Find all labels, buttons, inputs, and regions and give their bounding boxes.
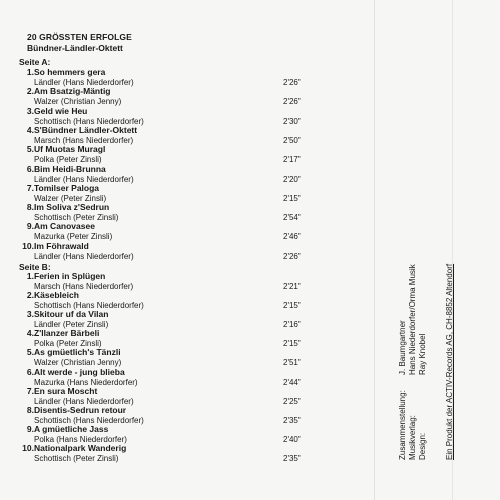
- credit-value: Hans Niederdorfer/Orma Musik: [408, 264, 417, 375]
- track-number: 5.: [26, 347, 34, 358]
- track-genre-composer: Polka (Hans Niederdorfer): [34, 434, 127, 444]
- track-genre-composer: Schottisch (Peter Zinsli): [34, 453, 119, 463]
- track-title: Uf Muotas Muragl: [34, 144, 106, 155]
- track-title: A gmüetliche Jass: [34, 423, 109, 434]
- track-duration: 2'46": [283, 232, 301, 242]
- track-number: 6.: [26, 366, 34, 377]
- track-genre-composer: Marsch (Hans Niederdorfer): [34, 282, 134, 291]
- track-row: [19, 241, 309, 263]
- track-genre-composer: Ländler (Hans Niederdorfer): [34, 396, 134, 406]
- track-genre-composer: Ländler (Hans Niederdorfer): [34, 174, 134, 184]
- track-duration: 2'16": [283, 320, 301, 330]
- track-title: Alt werde - jung blieba: [34, 366, 125, 377]
- track-duration: 2'35": [283, 453, 301, 463]
- fold-line: [374, 0, 375, 500]
- track-genre-composer: Ländler (Hans Niederdorfer): [34, 78, 134, 87]
- track-duration: 2'15": [283, 339, 301, 349]
- track-title: Bim Heidi-Brunna: [34, 163, 106, 174]
- credit-value: Ray Knobel: [418, 333, 427, 375]
- track-number: 3.: [26, 105, 34, 116]
- track-genre-composer: Ländler (Hans Niederdorfer): [34, 251, 134, 261]
- track-duration: 2'35": [283, 415, 301, 425]
- track-number: 4.: [26, 124, 34, 135]
- track-genre-composer: Mazurka (Peter Zinsli): [34, 232, 113, 242]
- track-title: As gmüetlich's Tänzli: [34, 347, 121, 358]
- label-footer: Ein Produkt der ACTIV-Records AG, CH-8852 Altendorf: [445, 263, 454, 460]
- album-header: [27, 32, 132, 54]
- track-duration: 2'54": [283, 213, 301, 223]
- track-number: 8.: [26, 202, 34, 213]
- track-number: 7.: [26, 182, 34, 193]
- track-duration: 2'44": [283, 377, 301, 387]
- track-title: Skitour uf da Vilan: [34, 309, 109, 320]
- track-duration: 2'50": [283, 135, 301, 145]
- credit-value: J. Baumgartner: [398, 320, 407, 375]
- track-duration: 2'26": [283, 97, 301, 107]
- track-genre-composer: Walzer (Peter Zinsli): [34, 193, 107, 203]
- track-title: Tomilser Paloga: [34, 182, 100, 193]
- track-genre-composer: Marsch (Hans Niederdorfer): [34, 135, 134, 145]
- credit-label: Design:: [418, 432, 427, 460]
- track-duration: 2'21": [283, 282, 301, 291]
- track-title: Z'llanzer Bärbeli: [34, 328, 100, 339]
- track-duration: 2'20": [283, 174, 301, 184]
- track-number: 6.: [26, 163, 34, 174]
- track-title: Käsebleich: [34, 290, 79, 301]
- track-genre-composer: Walzer (Christian Jenny): [34, 97, 122, 107]
- track-number: 8.: [26, 404, 34, 415]
- track-number: 4.: [26, 328, 34, 339]
- track-duration: 2'26": [283, 78, 301, 87]
- track-number: 5.: [26, 144, 34, 155]
- album-title: 20 GRÖSSTEN ERFOLGE: [27, 32, 132, 42]
- credit-label: Musikverlag:: [408, 415, 417, 460]
- track-genre-composer: Schottisch (Hans Niederdorfer): [34, 415, 144, 425]
- artist-name: Bündner-Ländler-Oktett: [27, 43, 123, 53]
- track-title: Im Föhrawald: [34, 240, 89, 251]
- track-duration: 2'17": [283, 155, 301, 165]
- track-genre-composer: Ländler (Peter Zinsli): [34, 320, 109, 330]
- track-genre-composer: Schottisch (Hans Niederdorfer): [34, 116, 144, 126]
- track-title: S'Bündner Ländler-Oktett: [34, 124, 138, 135]
- track-genre-composer: Walzer (Christian Jenny): [34, 358, 122, 368]
- track-title: Im Soliva z'Sedrun: [34, 202, 110, 213]
- track-genre-composer: Polka (Peter Zinsli): [34, 155, 102, 165]
- track-duration: 2'26": [283, 251, 301, 261]
- credit-label: Zusammenstellung:: [398, 390, 407, 460]
- side-a-heading: Seite A:: [19, 57, 51, 67]
- track-number: 10.: [22, 240, 34, 251]
- track-title: En sura Moscht: [34, 385, 98, 396]
- track-number: 7.: [26, 385, 34, 396]
- track-duration: 2'30": [283, 116, 301, 126]
- track-number: 2.: [26, 290, 34, 301]
- track-title: So hemmers gera: [34, 67, 106, 77]
- track-title: Disentis-Sedrun retour: [34, 404, 127, 415]
- track-row: [19, 443, 309, 465]
- track-number: 1.: [26, 67, 34, 77]
- track-duration: 2'51": [283, 358, 301, 368]
- track-title: Ferien in Splügen: [34, 271, 106, 281]
- track-number: 9.: [26, 221, 34, 232]
- side-b-heading: Seite B:: [19, 262, 51, 272]
- track-title: Geld wie Heu: [34, 105, 88, 116]
- track-genre-composer: Mazurka (Hans Niederdorfer): [34, 377, 138, 387]
- track-duration: 2'15": [283, 301, 301, 311]
- credits-values: [398, 264, 428, 375]
- track-number: 9.: [26, 423, 34, 434]
- track-duration: 2'40": [283, 434, 301, 444]
- track-title: Nationalpark Wanderig: [34, 442, 127, 453]
- track-duration: 2'15": [283, 193, 301, 203]
- track-genre-composer: Schottisch (Hans Niederdorfer): [34, 301, 144, 311]
- track-title: Am Canovasee: [34, 221, 95, 232]
- track-genre-composer: Schottisch (Peter Zinsli): [34, 213, 119, 223]
- track-number: 10.: [22, 442, 34, 453]
- track-genre-composer: Polka (Peter Zinsli): [34, 339, 102, 349]
- track-number: 1.: [26, 271, 34, 281]
- track-number: 3.: [26, 309, 34, 320]
- track-title: Am Bsatzig-Mäntig: [34, 86, 111, 97]
- track-duration: 2'25": [283, 396, 301, 406]
- track-number: 2.: [26, 86, 34, 97]
- credits-labels: [398, 390, 428, 460]
